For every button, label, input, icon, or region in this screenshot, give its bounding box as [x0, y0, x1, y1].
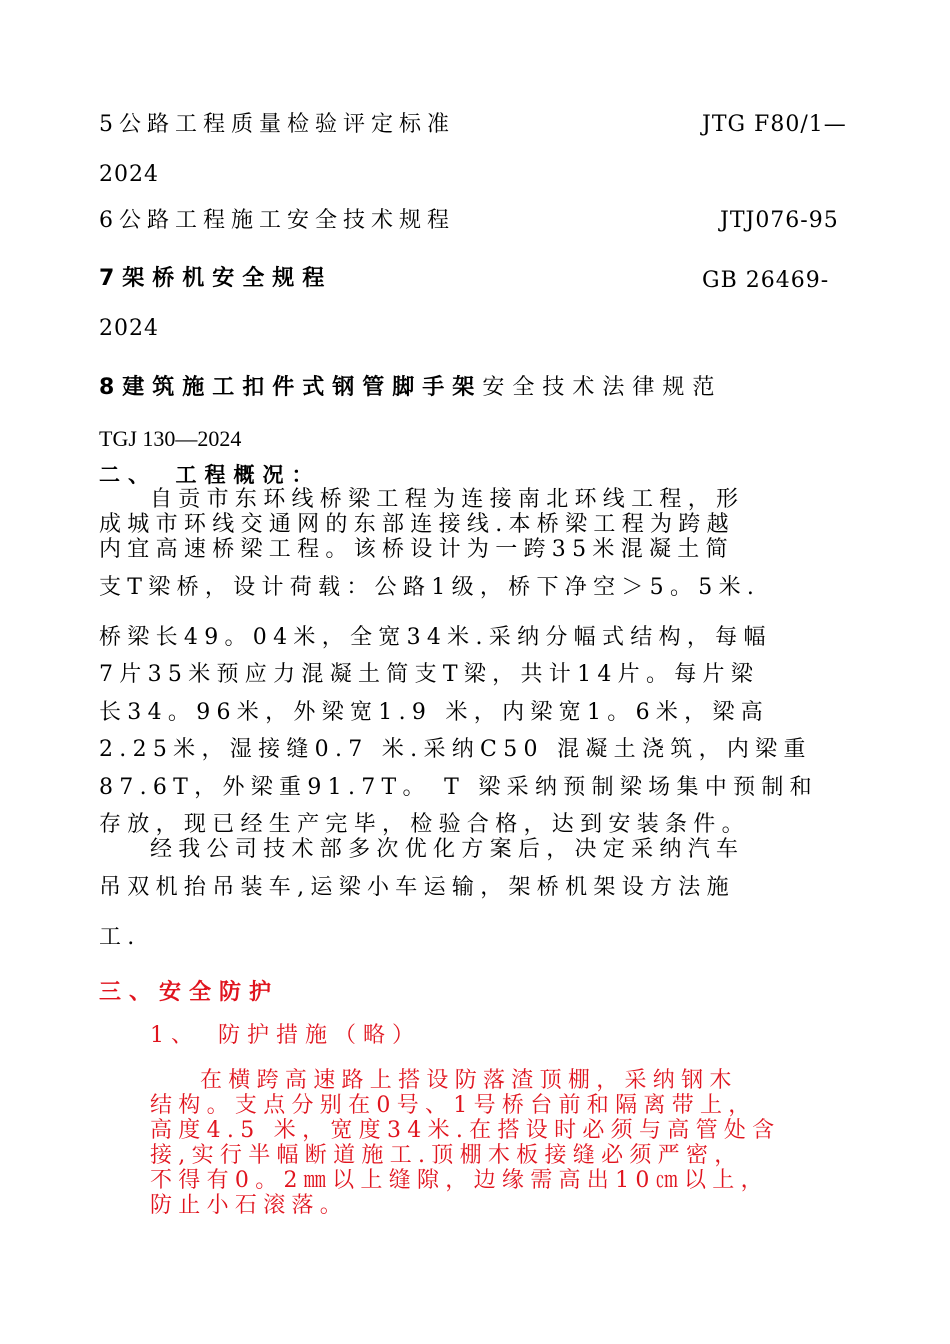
- section-2-heading: 二、 工程概况：: [99, 463, 321, 487]
- section-2-line: 2.25米，湿接缝0.7 米.采纳C50 混凝土浇筑，内梁重: [99, 737, 812, 762]
- section-2-line: 吊双机抬吊装车,运梁小车运输，架桥机架设方法施: [99, 875, 735, 900]
- section-2-line: 7片35米预应力混凝土简支T梁，共计14片。每片梁: [99, 662, 760, 687]
- section-2-line: 长34。96米，外梁宽1.9 米，内梁宽1。6米，梁高: [99, 700, 770, 725]
- section-3-line: 结构。支点分别在0号、1号桥台前和隔离带上，: [150, 1093, 757, 1118]
- reference-5-code: JTG F80/1—: [702, 112, 847, 137]
- section-2-line: 自贡市东环线桥梁工程为连接南北环线工程，形: [150, 487, 745, 512]
- section-2-line: 桥梁长49。04米，全宽34米.采纳分幅式结构，每幅: [99, 625, 772, 650]
- section-2-line: 经我公司技术部多次优化方案后，决定采纳汽车: [150, 837, 745, 862]
- section-2-line: 支T梁桥，设计荷载：公路1级，桥下净空＞5。5米.: [99, 575, 761, 600]
- section-2-line: 87.6T，外梁重91.7T。 T 梁采纳预制梁场集中预制和: [99, 775, 818, 800]
- section-3-line: 防止小石滚落。: [150, 1193, 349, 1218]
- section-2-line: 工.: [99, 925, 141, 950]
- section-2-line: 存放，现已经生产完毕，检验合格，达到安装条件。: [99, 812, 750, 837]
- section-3-line: 高度4.5 米，宽度34米.在搭设时必须与高管处含: [150, 1118, 781, 1143]
- reference-6-label: 6公路工程施工安全技术规程: [99, 208, 455, 233]
- section-3-line: 不得有0。2㎜以上缝隙，边缘需高出10㎝以上，: [150, 1168, 769, 1193]
- reference-5-label: 5公路工程质量检验评定标准: [99, 112, 455, 137]
- reference-6-code: JTJ076-95: [720, 208, 839, 233]
- section-3-line: 接,实行半幅断道施工.顶棚木板接缝必须严密，: [150, 1143, 743, 1168]
- reference-8-code: TGJ 130—2024: [99, 426, 242, 451]
- section-3-heading: 三、安全防护: [99, 980, 280, 1005]
- section-3-line: 在横跨高速路上搭设防落渣顶棚，采纳钢木: [200, 1068, 738, 1093]
- section-2-line: 成城市环线交通网的东部连接线.本桥梁工程为跨越: [99, 512, 735, 537]
- reference-8-label-bold: 8建筑施工扣件式钢管脚手架: [99, 375, 483, 400]
- reference-8-label-rest: 安全技术法律规范: [482, 375, 723, 400]
- section-3-sub-heading: 1、 防护措施（略）: [150, 1023, 421, 1048]
- reference-5-year: 2024: [99, 162, 159, 187]
- reference-8-label: [99, 375, 722, 401]
- reference-7-year: 2024: [99, 316, 159, 341]
- reference-7-label: 7架桥机安全规程: [99, 266, 333, 291]
- section-2-line: 内宜高速桥梁工程。该桥设计为一跨35米混凝土简: [99, 537, 734, 562]
- reference-7-code: GB 26469-: [702, 268, 830, 293]
